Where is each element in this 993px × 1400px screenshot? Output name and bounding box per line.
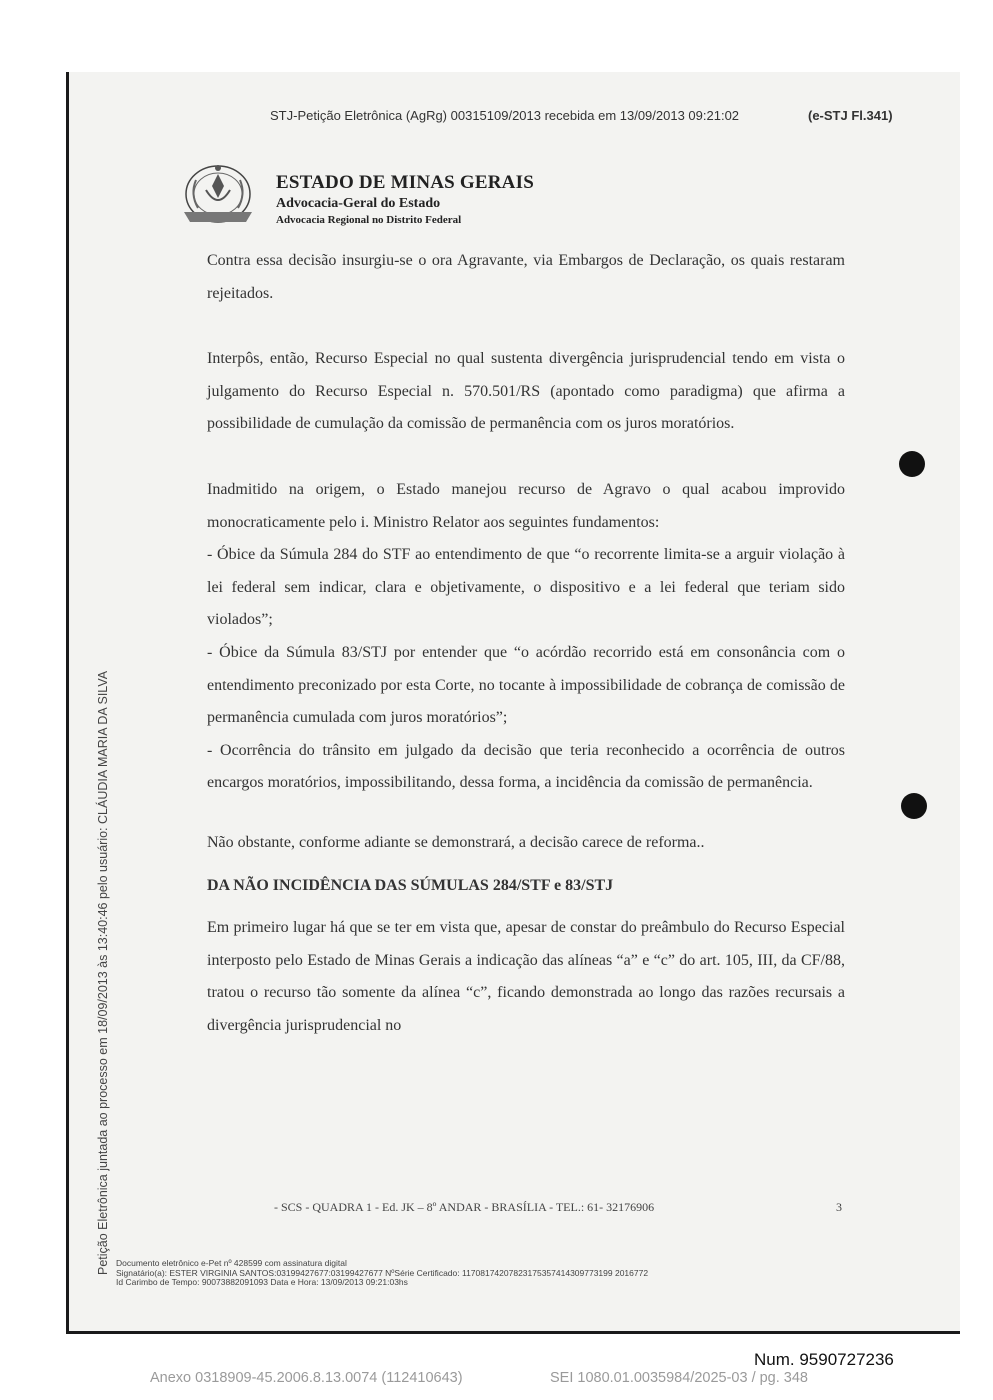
annex-reference: Anexo 0318909-45.2006.8.13.0074 (112410643) bbox=[150, 1370, 463, 1386]
paragraph: Em primeiro lugar há que se ter em vista que, apesar de constar do preâmbulo do Recurso Especial interposto pelo Estado de Minas Gerais a indicação das alíneas “a” e “c” do art. 105, III, da CF/88, tratou o recurso tão somente da alínea “c”, ficando demonstrada ao longo das razões recursais a divergência jurisprudencial no bbox=[207, 919, 845, 1034]
document-body bbox=[207, 245, 845, 1042]
petition-receipt-line: STJ-Petição Eletrônica (AgRg) 00315109/2013 recebida em 13/09/2013 09:21:02 bbox=[270, 108, 740, 123]
annex-footer bbox=[150, 1370, 808, 1386]
state-name: ESTADO DE MINAS GERAIS bbox=[276, 172, 534, 193]
document-number-stamp: Num. 9590727236 bbox=[754, 1350, 894, 1369]
punch-hole bbox=[899, 451, 925, 477]
petition-header bbox=[270, 108, 920, 123]
bullet-item: - Óbice da Súmula 83/STJ por entender que “o acórdão recorrido está em consonância com o entendimento preconizado por esta Corte, no tocante à impossibilidade de cobrança de comissão de permanência cumulada com juros moratórios”; bbox=[207, 643, 845, 727]
page-reference: (e-STJ Fl.341) bbox=[808, 108, 893, 123]
margin-note: Petição Eletrônica juntada ao processo em 18/09/2013 às 13:40:46 pelo usuário: CLÁUDIA MARIA DA SILVA bbox=[96, 670, 110, 1275]
sei-reference: SEI 1080.01.0035984/2025-03 / pg. 348 bbox=[550, 1370, 808, 1386]
regional-office: Advocacia Regional no Distrito Federal bbox=[276, 214, 462, 226]
signature-line: Signatário(a): ESTER VIRGINIA SANTOS:03199427677:03199427677 NºSérie Certificado: 11708174207823175357414309773199 2016772 bbox=[116, 1267, 649, 1278]
footer-address: - SCS - QUADRA 1 - Ed. JK – 8º ANDAR - BRASÍLIA - TEL.: 61- 32176906 bbox=[274, 1200, 655, 1214]
paragraph: Não obstante, conforme adiante se demonstrará, a decisão carece de reforma.. bbox=[207, 833, 705, 851]
punch-hole bbox=[901, 793, 927, 819]
paragraph: Interpôs, então, Recurso Especial no qual sustenta divergência jurisprudencial tendo em vista o julgamento do Recurso Especial n. 570.501/RS (apontado como paradigma) que afirma a possibilidade de cumulação da comissão de permanência com os juros moratórios. bbox=[207, 350, 845, 433]
bullet-item: - Óbice da Súmula 284 do STF ao entendimento de que “o recorrente limita-se a arguir violação à lei federal sem indicar, clara e objetivamente, o dispositivo e a lei federal que teriam sido violados”; bbox=[207, 546, 845, 629]
page-number: 3 bbox=[836, 1200, 842, 1214]
paragraph: Inadmitido na origem, o Estado manejou recurso de Agravo o qual acabou improvido monocraticamente pelo i. Ministro Relator aos seguintes fundamentos: bbox=[207, 480, 845, 531]
office-name: Advocacia-Geral do Estado bbox=[276, 196, 441, 211]
agency-block bbox=[276, 172, 534, 226]
section-heading: DA NÃO INCIDÊNCIA DAS SÚMULAS 284/STF e 83/STJ bbox=[207, 876, 614, 894]
bullet-item: - Ocorrência do trânsito em julgado da decisão que teria reconhecido a ocorrência de outros encargos moratórios, impossibilitando, dessa forma, a incidência da comissão de permanência. bbox=[207, 741, 845, 792]
minas-gerais-coat-of-arms-icon bbox=[176, 160, 260, 232]
signature-line: Documento eletrônico e-Pet nº 428599 com assinatura digital bbox=[116, 1258, 347, 1268]
paragraph: Contra essa decisão insurgiu-se o ora Agravante, via Embargos de Declaração, os quais restaram rejeitados. bbox=[207, 252, 845, 302]
signature-line: Id Carimbo de Tempo: 90073882091093 Data e Hora: 13/09/2013 09:21:03hs bbox=[116, 1277, 408, 1287]
digital-signature-block bbox=[116, 1259, 648, 1288]
